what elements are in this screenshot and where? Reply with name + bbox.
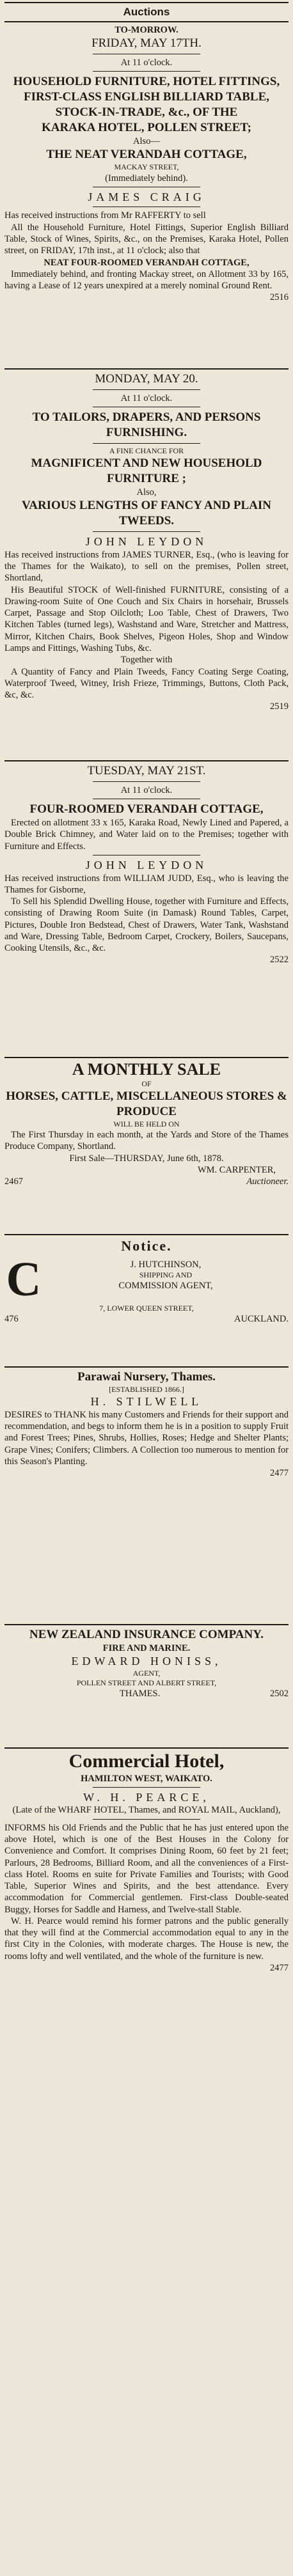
divider bbox=[93, 389, 201, 390]
section-rule bbox=[4, 21, 289, 22]
newspaper-column bbox=[4, 0, 289, 2576]
notice-first-sale: First Sale—THURSDAY, June 6th, 1878. bbox=[69, 1153, 224, 1164]
notice-card bbox=[4, 1252, 289, 1306]
auction-notice-cottage bbox=[4, 763, 289, 1053]
parawai-nursery-ad bbox=[4, 1370, 289, 1620]
divider bbox=[93, 531, 201, 532]
ad-role: AGENT, bbox=[132, 1668, 161, 1678]
auctioneer-name: WM. CARPENTER, bbox=[197, 1164, 276, 1175]
ad-title: Commercial Hotel, bbox=[68, 1751, 225, 1772]
notice-initial: C bbox=[6, 1252, 42, 1306]
auctioneer-role: Auctioneer. bbox=[246, 1176, 289, 1187]
divider bbox=[93, 71, 201, 72]
top-rule bbox=[4, 2, 289, 3]
notice-body: Erected on allotment 33 x 165, Karaka Road, Newly Lined and Papered, a Double Brick Chimney, and Water laid on to the Premises; together with Furniture and Effects. bbox=[4, 818, 289, 852]
nz-insurance-ad bbox=[4, 1627, 289, 1744]
auctioneer-name: JOHN LEYDON bbox=[85, 858, 208, 871]
notice-headline: HORSES, CATTLE, MISCELLANEOUS STORES & PRODUCE bbox=[6, 1089, 287, 1118]
notice-body: All the Household Furniture, Hotel Fittings, Superior English Billiard Table, Stock of Wines, Spirits, &c., on the Premises, Karaka Hotel, Pollen street, on FRIDAY, 17th inst., at 11 o'clock; also that bbox=[4, 222, 289, 256]
notice-of: OF bbox=[141, 1079, 152, 1088]
divider bbox=[93, 781, 201, 782]
notice-ref: 2502 bbox=[270, 1689, 289, 1699]
notice-date: MONDAY, MAY 20. bbox=[95, 372, 198, 386]
ad-rule bbox=[4, 1624, 289, 1625]
notice-footer bbox=[4, 1313, 289, 1325]
agent-line: COMMISSION AGENT, bbox=[118, 1281, 213, 1292]
notice-title: Notice. bbox=[121, 1238, 172, 1254]
ad-rule bbox=[4, 1234, 289, 1235]
auctioneer-name: JAMES CRAIG bbox=[88, 190, 205, 203]
notice-will: WILL BE HELD ON bbox=[113, 1119, 180, 1128]
notice-headline-location: KARAKA HOTEL, POLLEN STREET; bbox=[42, 121, 251, 135]
agent-line: SHIPPING AND bbox=[139, 1270, 193, 1279]
notice-headline: MAGNIFICENT AND NEW HOUSEHOLD FURNITURE ; bbox=[31, 457, 262, 486]
auctioneer-name: JOHN LEYDON bbox=[85, 535, 208, 549]
notice-together: Together with bbox=[120, 655, 173, 666]
notice-date: TUESDAY, MAY 21ST. bbox=[87, 764, 206, 777]
notice-title: A MONTHLY SALE bbox=[72, 1060, 221, 1079]
ad-name: W. H. PEARCE, bbox=[83, 1790, 210, 1804]
notice-headline: TO TAILORS, DRAPERS, AND PERSONS FURNISHING. bbox=[32, 410, 261, 440]
ad-rule bbox=[4, 1747, 289, 1749]
notice-ref: 2516 bbox=[270, 292, 289, 303]
commercial-hotel-ad bbox=[4, 1751, 289, 2236]
notice-cottage-street: MACKAY STREET, bbox=[114, 162, 179, 172]
notice-also: Also, bbox=[136, 487, 157, 498]
notice-body: Has received instructions from JAMES TURNER, Esq., (who is leaving for the Thames for the Waikato), to sell on the premises, Pollen street, Shortland, bbox=[4, 549, 289, 584]
ad-rule bbox=[4, 1057, 289, 1058]
notice-ref: 2477 bbox=[270, 1962, 289, 1973]
notice-date: FRIDAY, MAY 17TH. bbox=[91, 36, 202, 51]
ad-rule bbox=[4, 760, 289, 761]
agent-address: 7, LOWER QUEEN STREET, bbox=[99, 1303, 194, 1313]
ad-city: THAMES. bbox=[120, 1689, 161, 1699]
notice-body: His Beautiful STOCK of Well-finished FURNITURE, consisting of a Drawing-room Suite of One Couch and Six Chairs in horsehair, Brussels Carpet, Passage and Stop Oilcloth; Loo Table, Chest of Drawers, Two Kitchen Tables (turned legs), Washstand and Ware, Stretcher and Mattress, Mirror, Kitchen Chairs, Book Shelves, Pigeon Holes, Shop and Window Lamps and Fittings, Washing Tubs, &c. bbox=[4, 584, 289, 653]
notice-body: Has received instructions from WILLIAM JUDD, Esq., who is leaving the Thames for Gisborne, bbox=[4, 873, 289, 895]
notice-headline: FOUR-ROOMED VERANDAH COTTAGE, bbox=[29, 802, 264, 816]
notice-card-body bbox=[43, 1255, 289, 1304]
notice-time: At 11 o'clock. bbox=[120, 393, 173, 403]
ad-sub: (Late of the WHARF HOTEL, Thames, and ROYAL MAIL, Auckland), bbox=[12, 1805, 281, 1816]
ad-body: INFORMS his Old Friends and the Public that he has just entered upon the above Hotel, which is one of the Best Houses in the Colony for Convenience and Comfort. It comprises Dining Room, 60 feet by 21 feet; Parlours, 28 Bedrooms, Billiard Room, and all the conveniences of a First-class Hotel. Rooms en suite for Private Families and Tourists; with Good Table, Superior Wines and Spirits, and the best attendance. Every accommodation for Commercial gentlemen. First-class Double-seated Buggy, Horses for Saddle and Harness, and Twelve-stall Stable. bbox=[4, 1822, 289, 1915]
ad-established: [ESTABLISHED 1866.] bbox=[109, 1384, 184, 1394]
notice-chance: A FINE CHANCE FOR bbox=[109, 446, 184, 456]
ad-rule bbox=[4, 368, 289, 370]
ad-address: POLLEN STREET AND ALBERT STREET, bbox=[76, 1678, 217, 1687]
ad-title: NEW ZEALAND INSURANCE COMPANY. bbox=[29, 1628, 264, 1641]
notice-date-line: TO-MORROW. bbox=[115, 25, 178, 35]
notice-footer bbox=[4, 1688, 289, 1699]
monthly-sale-notice bbox=[4, 1060, 289, 1230]
notice-cottage: THE NEAT VERANDAH COTTAGE, bbox=[46, 148, 247, 162]
divider bbox=[93, 1787, 201, 1788]
divider bbox=[93, 1819, 201, 1820]
notice-headline: HOUSEHOLD FURNITURE, HOTEL FITTINGS, FIRST-CLASS ENGLISH BILLIARD TABLE, STOCK-IN-TRADE, &c., OF THE bbox=[13, 75, 280, 120]
ad-location: HAMILTON WEST, WAIKATO. bbox=[81, 1773, 212, 1784]
notice-body-headline: NEAT FOUR-ROOMED VERANDAH COTTAGE, bbox=[44, 257, 249, 268]
notice-body: To Sell his Splendid Dwelling House, together with Furniture and Effects, consisting of Drawing Room Suite (in Damask) Round Tables, Carpet, Pictures, Double Iron Bedstead, Chest of Drawers, Water Tank, Washstand and Ware, Dressing Table, Bedroom Carpet, Crockery, Boilers, Saucepans, Cooking Utensils, &c., &c. bbox=[4, 896, 289, 954]
notice-ref: 2519 bbox=[270, 701, 289, 712]
auction-notice-tailors bbox=[4, 371, 289, 756]
ad-sub: FIRE AND MARINE. bbox=[102, 1643, 191, 1653]
notice-footer bbox=[4, 1176, 289, 1187]
notice-ref: 2522 bbox=[270, 955, 289, 965]
notice-ref: 2477 bbox=[270, 1468, 289, 1479]
notice-time: At 11 o'clock. bbox=[120, 58, 173, 68]
notice-time: At 11 o'clock. bbox=[120, 785, 173, 795]
notice-also: Also— bbox=[133, 136, 160, 147]
agent-name: J. HUTCHINSON, bbox=[130, 1259, 202, 1270]
section-title: Auctions bbox=[123, 6, 170, 18]
divider bbox=[93, 443, 201, 444]
agent-city: AUCKLAND. bbox=[234, 1313, 289, 1324]
hutchinson-notice bbox=[4, 1237, 289, 1362]
notice-body: The First Thursday in each month, at the Yards and Store of the Thames Produce Company, Shortland. bbox=[4, 1129, 289, 1152]
ad-name: EDWARD HONISS, bbox=[71, 1655, 222, 1668]
notice-body: Immediately behind, and fronting Mackay street, on Allotment 33 by 165, having a Lease of 12 years unexpired at a merely nominal Ground Rent. bbox=[4, 269, 289, 292]
notice-cottage-note: (Immediately behind). bbox=[105, 173, 188, 183]
ad-rule bbox=[4, 1366, 289, 1368]
ad-title: Parawai Nursery, Thames. bbox=[77, 1370, 216, 1384]
notice-body: A Quantity of Fancy and Plain Tweeds, Fancy Coating Serge Coating, Waterproof Tweed, Witney, Irish Frieze, Trimmings, Buttons, Cloth Pack, &c, &c. bbox=[4, 666, 289, 701]
notice-headline: VARIOUS LENGTHS OF FANCY AND PLAIN TWEEDS. bbox=[21, 499, 272, 528]
notice-ref: 2467 bbox=[4, 1176, 23, 1187]
auction-notice-karaka-hotel bbox=[4, 24, 289, 364]
notice-body: Has received instructions from Mr RAFFERTY to sell bbox=[4, 210, 206, 221]
ad-body: DESIRES to THANK his many Customers and Friends for their support and recommendation, and begs to inform them he is in a position to supply Fruit and Forest Trees; Pines, Shrubs, Hollies, Roses; Hedge and Shelter Plants; Grape Vines; Conifers; Climbers. A Collection too numerous to mention for this Season's Planting. bbox=[4, 1409, 289, 1467]
notice-ref: 476 bbox=[4, 1313, 19, 1324]
ad-name: H. STILWELL bbox=[90, 1395, 203, 1409]
ad-body: W. H. Pearce would remind his former patrons and the public generally that they will find at the Commercial accommodation equal to any in the first City in the Colonies, with moderate charges. The House is new, the rooms lofty and well ventilated, and the whole of the furniture is new. bbox=[4, 1916, 289, 1962]
